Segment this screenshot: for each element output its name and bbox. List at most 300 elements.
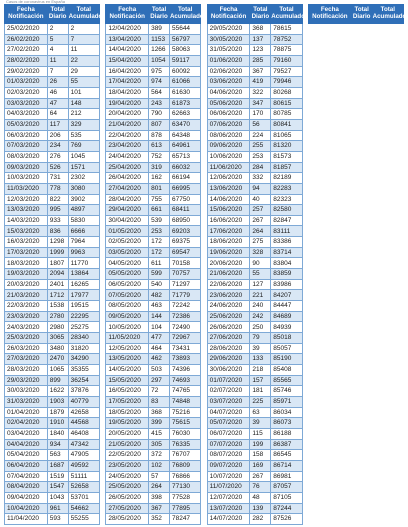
cell-cumulative: 80268	[271, 87, 302, 98]
cell-date: 12/07/2020	[207, 492, 250, 503]
col-header-cumulative: Total Acumulado	[68, 5, 99, 24]
cell-date: 08/07/2020	[207, 450, 250, 461]
cell-date: 18/06/2020	[207, 237, 250, 248]
cell-date: 26/02/2020	[5, 34, 48, 45]
table-row	[5, 322, 100, 333]
cell-daily: 240	[250, 301, 271, 312]
table-row	[5, 77, 100, 88]
table-row	[207, 247, 302, 258]
cell-date: 19/03/2020	[5, 269, 48, 280]
cell-cumulative: 85565	[271, 375, 302, 386]
cell-date: 07/05/2020	[106, 290, 149, 301]
cell-date: 19/05/2020	[106, 418, 149, 429]
cell-date: 09/03/2020	[5, 162, 48, 173]
cell-daily: 755	[149, 194, 170, 205]
cell-daily: 117	[47, 119, 68, 130]
cell-cumulative: 66194	[169, 173, 200, 184]
cell-date: 11/03/2020	[5, 183, 48, 194]
cell-daily: 539	[149, 215, 170, 226]
cell-date: 04/05/2020	[106, 258, 149, 269]
cell-daily: 482	[149, 290, 170, 301]
table-row	[207, 386, 302, 397]
table-row	[207, 205, 302, 216]
cell-daily: 242	[250, 311, 271, 322]
cell-date: 24/04/2020	[106, 151, 149, 162]
cell-cumulative: 46408	[68, 428, 99, 439]
table-row	[207, 162, 302, 173]
cell-cumulative: 81857	[271, 162, 302, 173]
cell-date: 21/05/2020	[106, 439, 149, 450]
cell-cumulative: 71779	[169, 290, 200, 301]
table-row	[106, 77, 201, 88]
cell-date: 15/04/2020	[106, 55, 149, 66]
cell-cumulative: 83986	[271, 279, 302, 290]
table-row	[106, 343, 201, 354]
cell-daily: 104	[149, 322, 170, 333]
cell-daily: 1622	[47, 386, 68, 397]
cell-cumulative: 55255	[68, 514, 99, 525]
cell-daily: 1298	[47, 237, 68, 248]
cell-cumulative: 85018	[271, 333, 302, 344]
cell-date: 16/04/2020	[106, 66, 149, 77]
cell-cumulative: 84447	[271, 301, 302, 312]
table-row	[207, 492, 302, 503]
cell-daily: 368	[250, 24, 271, 35]
table-row	[106, 237, 201, 248]
cell-daily: 1547	[47, 482, 68, 493]
table-row	[106, 34, 201, 45]
cell-cumulative: 42658	[68, 407, 99, 418]
cell-daily: 389	[149, 24, 170, 35]
table-row	[106, 450, 201, 461]
cell-cumulative: 17977	[68, 290, 99, 301]
cell-cumulative: 85746	[271, 386, 302, 397]
cell-date: 23/04/2020	[106, 141, 149, 152]
cell-cumulative: 76866	[169, 471, 200, 482]
cell-daily: 367	[149, 503, 170, 514]
cell-cumulative: 31820	[68, 343, 99, 354]
cell-cumulative: 73893	[169, 354, 200, 365]
cell-daily: 332	[250, 173, 271, 184]
cell-cumulative: 101	[68, 87, 99, 98]
cell-date: 21/04/2020	[106, 119, 149, 130]
cell-date: 11/06/2020	[207, 162, 250, 173]
cell-cumulative: 40779	[68, 396, 99, 407]
cell-date: 25/04/2020	[106, 162, 149, 173]
cell-cumulative: 75216	[169, 407, 200, 418]
cell-daily: 267	[250, 215, 271, 226]
cell-date: 05/03/2020	[5, 119, 48, 130]
cell-daily: 1538	[47, 301, 68, 312]
cell-daily: 55	[250, 269, 271, 280]
cell-cumulative: 78247	[169, 514, 200, 525]
cell-daily: 319	[149, 162, 170, 173]
table-row	[106, 183, 201, 194]
table-row	[207, 258, 302, 269]
table-body	[207, 24, 302, 525]
table-row	[207, 269, 302, 280]
cell-date: 03/05/2020	[106, 247, 149, 258]
cell-date: 03/03/2020	[5, 98, 48, 109]
col-header-cumulative: Total Acumulado	[271, 5, 302, 24]
cell-date: 30/05/2020	[207, 34, 250, 45]
cell-date: 23/05/2020	[106, 460, 149, 471]
table-body	[106, 24, 201, 525]
cell-date: 08/05/2020	[106, 301, 149, 312]
cell-cumulative: 74765	[169, 386, 200, 397]
table-row	[106, 492, 201, 503]
cell-daily: 975	[149, 66, 170, 77]
cell-date: 20/05/2020	[106, 428, 149, 439]
col-header-cumulative: Total Acumulado	[169, 5, 200, 24]
cell-date: 06/06/2020	[207, 109, 250, 120]
cell-daily: 255	[250, 141, 271, 152]
cell-daily: 995	[47, 205, 68, 216]
cell-cumulative: 76335	[169, 439, 200, 450]
cell-daily: 5	[47, 34, 68, 45]
cell-daily: 224	[250, 130, 271, 141]
cell-cumulative: 85971	[271, 396, 302, 407]
cell-date: 14/04/2020	[106, 45, 149, 56]
cell-cumulative: 66995	[169, 183, 200, 194]
cell-daily: 157	[250, 375, 271, 386]
cell-date: 22/06/2020	[207, 279, 250, 290]
cell-cumulative: 79527	[271, 66, 302, 77]
table-row	[106, 258, 201, 269]
cell-cumulative: 64348	[169, 130, 200, 141]
cell-cumulative: 72967	[169, 333, 200, 344]
cell-daily: 2470	[47, 354, 68, 365]
table-row	[5, 428, 100, 439]
cell-cumulative: 56797	[169, 34, 200, 45]
cell-daily: 47	[47, 98, 68, 109]
cell-daily: 218	[250, 365, 271, 376]
cell-cumulative: 69203	[169, 226, 200, 237]
table-row	[5, 151, 100, 162]
cell-daily: 2094	[47, 269, 68, 280]
cell-cumulative: 82323	[271, 194, 302, 205]
cell-daily: 79	[250, 333, 271, 344]
table-row	[5, 87, 100, 98]
cell-cumulative: 81573	[271, 151, 302, 162]
cell-cumulative: 11	[68, 45, 99, 56]
table-row	[5, 45, 100, 56]
cell-date: 03/07/2020	[207, 396, 250, 407]
cell-daily: 170	[250, 109, 271, 120]
table-row	[207, 237, 302, 248]
table-row	[207, 407, 302, 418]
cell-cumulative: 87244	[271, 503, 302, 514]
table-row	[5, 418, 100, 429]
cell-cumulative: 87526	[271, 514, 302, 525]
cell-cumulative: 52658	[68, 482, 99, 493]
table-row	[207, 365, 302, 376]
cell-daily: 4	[47, 45, 68, 56]
cell-date: 26/03/2020	[5, 343, 48, 354]
cell-date: 01/06/2020	[207, 55, 250, 66]
cell-daily: 2401	[47, 279, 68, 290]
table-row	[207, 279, 302, 290]
cell-daily: 1065	[47, 365, 68, 376]
cell-daily: 1807	[47, 258, 68, 269]
cell-date: 16/06/2020	[207, 215, 250, 226]
table-row	[5, 460, 100, 471]
table-row	[207, 45, 302, 56]
table-row	[5, 301, 100, 312]
cell-cumulative: 83386	[271, 237, 302, 248]
cell-date: 07/07/2020	[207, 439, 250, 450]
cell-cumulative: 85190	[271, 354, 302, 365]
cell-daily: 282	[250, 514, 271, 525]
cell-cumulative: 37876	[68, 386, 99, 397]
cell-daily: 123	[250, 45, 271, 56]
cell-cumulative: 82189	[271, 173, 302, 184]
table-row	[5, 311, 100, 322]
table-row	[5, 183, 100, 194]
cell-cumulative: 19515	[68, 301, 99, 312]
cell-cumulative: 64961	[169, 141, 200, 152]
cell-date: 30/04/2020	[106, 215, 149, 226]
cell-date: 23/03/2020	[5, 311, 48, 322]
cell-daily: 778	[47, 183, 68, 194]
table-row	[207, 301, 302, 312]
cell-date: 11/04/2020	[5, 514, 48, 525]
table-row	[106, 428, 201, 439]
cell-cumulative: 85057	[271, 343, 302, 354]
col-header-daily: Total Diario	[250, 5, 271, 24]
cell-date: 15/05/2020	[106, 375, 149, 386]
cell-daily: 169	[250, 460, 271, 471]
cases-table	[207, 4, 303, 525]
cell-date: 17/04/2020	[106, 77, 149, 88]
cell-daily: 137	[250, 34, 271, 45]
cell-cumulative: 61066	[169, 77, 200, 88]
cell-date: 05/07/2020	[207, 418, 250, 429]
cell-daily: 836	[47, 226, 68, 237]
cell-daily: 3480	[47, 343, 68, 354]
table-row	[207, 354, 302, 365]
cell-date: 29/05/2020	[207, 24, 250, 35]
col-header-date: Fecha Notificación	[308, 5, 351, 24]
cell-date: 12/05/2020	[106, 343, 149, 354]
table-row	[5, 375, 100, 386]
table-row	[5, 226, 100, 237]
col-header-date: Fecha Notificación	[5, 5, 48, 24]
cell-date: 27/03/2020	[5, 354, 48, 365]
cell-daily: 250	[250, 322, 271, 333]
cell-date: 29/06/2020	[207, 354, 250, 365]
cell-date: 01/05/2020	[106, 226, 149, 237]
cell-date: 24/03/2020	[5, 322, 48, 333]
cell-date: 16/05/2020	[106, 386, 149, 397]
cell-daily: 284	[250, 162, 271, 173]
cases-table	[308, 4, 407, 525]
cell-cumulative: 68411	[169, 205, 200, 216]
table-row	[207, 119, 302, 130]
cell-date: 19/04/2020	[106, 98, 149, 109]
cell-daily: 1687	[47, 460, 68, 471]
cell-daily: 172	[149, 247, 170, 258]
cell-cumulative: 86034	[271, 407, 302, 418]
table-row	[106, 194, 201, 205]
cases-table	[4, 4, 103, 525]
table-row	[5, 354, 100, 365]
cell-cumulative: 80841	[271, 119, 302, 130]
cell-date: 06/03/2020	[5, 130, 48, 141]
cell-date: 13/03/2020	[5, 205, 48, 216]
cell-date: 21/03/2020	[5, 290, 48, 301]
cell-date: 03/06/2020	[207, 77, 250, 88]
cell-cumulative: 83714	[271, 247, 302, 258]
cell-cumulative: 78752	[271, 34, 302, 45]
cell-date: 08/03/2020	[5, 151, 48, 162]
cell-cumulative: 7964	[68, 237, 99, 248]
cell-daily: 1519	[47, 471, 68, 482]
cell-date: 09/04/2020	[5, 492, 48, 503]
table-row	[207, 183, 302, 194]
table-row	[5, 34, 100, 45]
cell-daily: 372	[149, 450, 170, 461]
cell-date: 21/06/2020	[207, 269, 250, 280]
cell-cumulative: 55	[68, 77, 99, 88]
cell-cumulative: 70757	[169, 269, 200, 280]
cell-cumulative: 76030	[169, 428, 200, 439]
cell-daily: 199	[250, 439, 271, 450]
cell-daily: 2780	[47, 311, 68, 322]
cell-daily: 305	[149, 439, 170, 450]
cell-date: 25/05/2020	[106, 482, 149, 493]
table-row	[207, 343, 302, 354]
cell-date: 30/03/2020	[5, 386, 48, 397]
table-row	[106, 247, 201, 258]
col-header-daily: Total Diario	[47, 5, 68, 24]
cell-date: 24/05/2020	[106, 471, 149, 482]
cell-cumulative: 79160	[271, 55, 302, 66]
cell-daily: 1910	[47, 418, 68, 429]
table-row	[106, 386, 201, 397]
cell-date: 03/04/2020	[5, 428, 48, 439]
cell-cumulative: 84689	[271, 311, 302, 322]
cell-daily: 599	[149, 269, 170, 280]
cell-daily: 974	[149, 77, 170, 88]
cell-cumulative: 54662	[68, 503, 99, 514]
cell-date: 04/07/2020	[207, 407, 250, 418]
cell-daily: 83	[149, 396, 170, 407]
cell-cumulative: 86073	[271, 418, 302, 429]
table-row	[5, 333, 100, 344]
cell-daily: 398	[149, 492, 170, 503]
cell-date: 22/03/2020	[5, 301, 48, 312]
table-row	[5, 66, 100, 77]
cell-cumulative: 22	[68, 55, 99, 66]
table-row	[5, 492, 100, 503]
table-row	[5, 109, 100, 120]
cell-daily: 257	[250, 205, 271, 216]
cell-date: 22/05/2020	[106, 450, 149, 461]
cell-daily: 144	[149, 311, 170, 322]
table-row	[207, 514, 302, 525]
cell-cumulative: 77528	[169, 492, 200, 503]
cell-daily: 1712	[47, 290, 68, 301]
cell-daily: 102	[149, 460, 170, 471]
cell-cumulative: 71297	[169, 279, 200, 290]
cell-daily: 328	[250, 247, 271, 258]
cell-cumulative: 84939	[271, 322, 302, 333]
col-header-date: Fecha Notificación	[106, 5, 149, 24]
table-row	[207, 396, 302, 407]
cell-date: 04/03/2020	[5, 109, 48, 120]
cell-date: 25/02/2020	[5, 24, 48, 35]
cell-cumulative: 63470	[169, 119, 200, 130]
table-row	[207, 226, 302, 237]
table-row	[207, 503, 302, 514]
table-body	[308, 24, 403, 525]
cell-cumulative: 47905	[68, 450, 99, 461]
cell-daily: 399	[149, 418, 170, 429]
cell-cumulative: 11770	[68, 258, 99, 269]
table-row	[207, 151, 302, 162]
cell-date: 11/07/2020	[207, 482, 250, 493]
cell-date: 02/03/2020	[5, 87, 48, 98]
cell-daily: 540	[149, 279, 170, 290]
cell-daily: 661	[149, 205, 170, 216]
cell-date: 20/04/2020	[106, 109, 149, 120]
table-row	[5, 343, 100, 354]
table-row	[106, 119, 201, 130]
cell-cumulative: 87105	[271, 492, 302, 503]
table-row	[5, 130, 100, 141]
cell-date: 07/04/2020	[5, 471, 48, 482]
cell-daily: 267	[250, 471, 271, 482]
cell-daily: 133	[250, 354, 271, 365]
cell-daily: 39	[250, 343, 271, 354]
table-row	[106, 151, 201, 162]
cell-cumulative: 3080	[68, 183, 99, 194]
cell-daily: 961	[47, 503, 68, 514]
cell-daily: 752	[149, 151, 170, 162]
cell-date: 28/03/2020	[5, 365, 48, 376]
cell-daily: 158	[250, 450, 271, 461]
cell-daily: 139	[250, 503, 271, 514]
cell-date: 24/06/2020	[207, 301, 250, 312]
table-row	[106, 482, 201, 493]
table-row	[207, 450, 302, 461]
cell-cumulative: 29	[68, 66, 99, 77]
cell-daily: 1266	[149, 45, 170, 56]
cell-date: 20/03/2020	[5, 279, 48, 290]
cell-daily: 206	[47, 130, 68, 141]
cell-date: 18/05/2020	[106, 407, 149, 418]
table-row	[106, 503, 201, 514]
cell-daily: 11	[47, 55, 68, 66]
cell-cumulative: 79946	[271, 77, 302, 88]
table-row	[106, 396, 201, 407]
cell-cumulative: 44568	[68, 418, 99, 429]
cell-date: 25/06/2020	[207, 311, 250, 322]
cell-daily: 1903	[47, 396, 68, 407]
table-row	[5, 173, 100, 184]
cell-cumulative: 85408	[271, 365, 302, 376]
cell-date: 23/06/2020	[207, 290, 250, 301]
cell-date: 30/06/2020	[207, 365, 250, 376]
table-row	[5, 119, 100, 130]
cell-daily: 243	[149, 98, 170, 109]
cell-date: 18/03/2020	[5, 258, 48, 269]
table-row	[5, 24, 100, 35]
cell-daily: 56	[250, 119, 271, 130]
cell-cumulative: 535	[68, 130, 99, 141]
cell-date: 10/05/2020	[106, 322, 149, 333]
